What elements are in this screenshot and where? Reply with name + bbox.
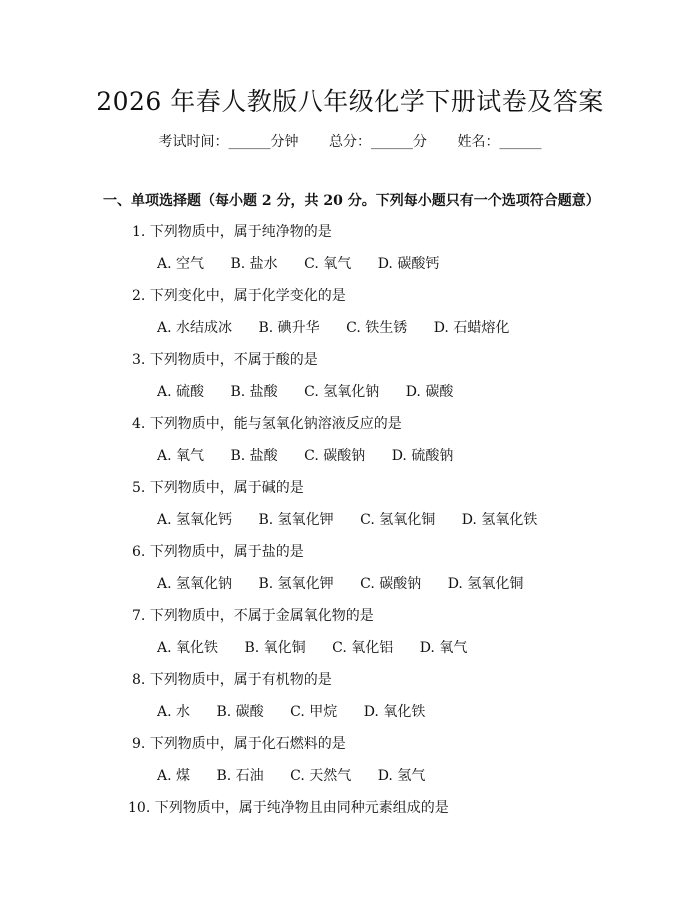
question-options xyxy=(132,574,672,606)
option-c: C. 氧化铝 xyxy=(332,640,394,656)
question-10 xyxy=(128,798,672,862)
option-c: C. 氧气 xyxy=(304,256,352,272)
question-stem: 3. 下列物质中，不属于酸的是 xyxy=(132,352,318,368)
option-d: D. 碳酸钙 xyxy=(377,256,440,272)
question-stem: 6. 下列物质中，属于盐的是 xyxy=(132,544,304,560)
option-c: C. 天然气 xyxy=(290,768,352,784)
option-b: B. 盐酸 xyxy=(230,448,278,464)
question-stem: 10. 下列物质中，属于纯净物且由同种元素组成的是 xyxy=(128,800,449,816)
exam-time-field: 考试时间：______分钟 xyxy=(158,134,299,150)
option-a: A. 氢氧化钠 xyxy=(157,576,233,592)
question-options xyxy=(132,446,672,478)
option-a: A. 水结成冰 xyxy=(157,320,233,336)
question-stem: 4. 下列物质中，能与氢氧化钠溶液反应的是 xyxy=(132,416,402,432)
option-b: B. 碳酸 xyxy=(216,704,264,720)
question-6 xyxy=(132,542,672,606)
question-list xyxy=(128,222,672,862)
question-1 xyxy=(132,222,672,286)
option-d: D. 硫酸钠 xyxy=(391,448,454,464)
option-c: C. 碳酸钠 xyxy=(304,448,366,464)
option-b: B. 碘升华 xyxy=(258,320,320,336)
question-stem: 9. 下列物质中，属于化石燃料的是 xyxy=(132,736,346,752)
question-stem: 7. 下列物质中，不属于金属氧化物的是 xyxy=(132,608,374,624)
option-a: A. 氧化铁 xyxy=(157,640,219,656)
option-a: A. 氢氧化钙 xyxy=(157,512,233,528)
question-options xyxy=(132,638,672,670)
option-d: D. 石蜡熔化 xyxy=(433,320,510,336)
option-a: A. 空气 xyxy=(157,256,205,272)
question-stem: 5. 下列物质中，属于碱的是 xyxy=(132,480,304,496)
question-7 xyxy=(132,606,672,670)
option-a: A. 硫酸 xyxy=(157,384,205,400)
option-c: C. 氢氧化钠 xyxy=(304,384,380,400)
question-options xyxy=(132,766,672,798)
option-d: D. 氧化铁 xyxy=(363,704,426,720)
option-c: C. 碳酸钠 xyxy=(360,576,422,592)
section-heading-single-choice: 一、单项选择题（每小题 2 分，共 20 分。下列每小题只有一个选项符合题意） xyxy=(103,193,600,209)
option-d: D. 氢气 xyxy=(377,768,426,784)
question-options xyxy=(132,254,672,286)
option-c: C. 甲烷 xyxy=(290,704,338,720)
question-3 xyxy=(132,350,672,414)
option-b: B. 盐水 xyxy=(230,256,278,272)
question-options xyxy=(132,318,672,350)
question-options xyxy=(132,382,672,414)
option-d: D. 氢氧化铁 xyxy=(461,512,538,528)
option-d: D. 氧气 xyxy=(419,640,468,656)
option-b: B. 氢氧化钾 xyxy=(258,512,334,528)
option-d: D. 碳酸 xyxy=(405,384,454,400)
question-8 xyxy=(132,670,672,734)
option-c: C. 铁生锈 xyxy=(346,320,408,336)
option-a: A. 水 xyxy=(157,704,191,720)
question-stem: 8. 下列物质中，属于有机物的是 xyxy=(132,672,332,688)
question-options xyxy=(132,702,672,734)
option-a: A. 煤 xyxy=(157,768,191,784)
question-2 xyxy=(132,286,672,350)
question-stem: 2. 下列变化中，属于化学变化的是 xyxy=(132,288,346,304)
exam-meta xyxy=(0,131,700,151)
option-b: B. 氧化铜 xyxy=(244,640,306,656)
question-stem: 1. 下列物质中，属于纯净物的是 xyxy=(132,224,332,240)
question-5 xyxy=(132,478,672,542)
total-score-field: 总分：______分 xyxy=(329,134,427,150)
option-c: C. 氢氧化铜 xyxy=(360,512,436,528)
question-options xyxy=(132,510,672,542)
question-4 xyxy=(132,414,672,478)
exam-title: 2026 年春人教版八年级化学下册试卷及答案 xyxy=(96,87,604,116)
option-b: B. 石油 xyxy=(216,768,264,784)
option-d: D. 氢氧化铜 xyxy=(447,576,524,592)
option-b: B. 盐酸 xyxy=(230,384,278,400)
question-9 xyxy=(132,734,672,798)
option-b: B. 氢氧化钾 xyxy=(258,576,334,592)
option-a: A. 氧气 xyxy=(157,448,205,464)
student-name-field: 姓名：______ xyxy=(457,134,542,150)
